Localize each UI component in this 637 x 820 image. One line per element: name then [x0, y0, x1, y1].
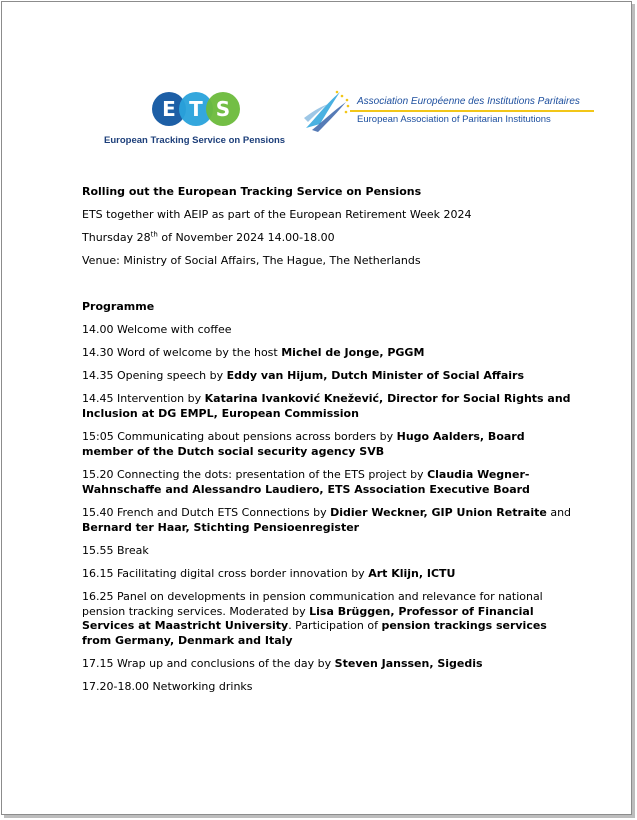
- aeip-bird-icon: [302, 88, 352, 134]
- programme-item: 15.40 French and Dutch ETS Connections by Didier Weckner, GIP Union Retraite and Bernard ter Haar, Stichting Pensioenregister: [82, 506, 572, 534]
- document-page: [1, 1, 632, 815]
- aeip-name-french: Association Européenne des Institutions Paritaires: [357, 96, 580, 107]
- programme-item: 14.00 Welcome with coffee: [82, 323, 232, 336]
- programme-item: 17.20-18.00 Networking drinks: [82, 680, 253, 693]
- programme-item: 15:05 Communicating about pensions across borders by Hugo Aalders, Board member of the Dutch social security agency SVB: [82, 430, 525, 458]
- programme-item: 16.25 Panel on developments in pension communication and relevance for national pension tracking services. Moderated by Lisa Brüggen, Professor of Financial Services at Maastricht University. Participation of pension trackings services from Germany, Denmark and Italy: [82, 590, 547, 647]
- programme-item: 14.30 Word of welcome by the host Michel de Jonge, PGGM: [82, 346, 425, 359]
- ets-circle-e: E: [152, 92, 186, 126]
- ets-logo-circles: [152, 90, 244, 130]
- ets-logo: [102, 90, 302, 150]
- programme-item: 14.45 Intervention by Katarina Ivanković Knežević, Director for Social Rights and Inclusion at DG EMPL, European Commission: [82, 392, 571, 420]
- document-title: Rolling out the European Tracking Service on Pensions: [82, 185, 422, 198]
- aeip-name-english: European Association of Paritarian Institutions: [357, 114, 551, 125]
- programme-item: 15.55 Break: [82, 544, 149, 557]
- aeip-logo: [302, 88, 602, 138]
- event-date: Thursday 28th of November 2024 14.00-18.00: [82, 230, 335, 244]
- programme-item: 15.20 Connecting the dots: presentation of the ETS project by Claudia Wegner-Wahnschaffe and Alessandro Laudiero, ETS Association Executive Board: [82, 468, 530, 496]
- programme-item: 17.15 Wrap up and conclusions of the day by Steven Janssen, Sigedis: [82, 657, 483, 670]
- ets-tagline: European Tracking Service on Pensions: [104, 135, 286, 146]
- document-subtitle: ETS together with AEIP as part of the European Retirement Week 2024: [82, 208, 472, 221]
- programme-heading: Programme: [82, 300, 155, 313]
- aeip-divider-line: [350, 110, 594, 112]
- ets-circle-s: S: [206, 92, 240, 126]
- programme-item: 14.35 Opening speech by Eddy van Hijum, Dutch Minister of Social Affairs: [82, 369, 525, 382]
- event-venue: Venue: Ministry of Social Affairs, The Hague, The Netherlands: [82, 254, 421, 267]
- ets-circle-t: T: [179, 92, 213, 126]
- programme-item: 16.15 Facilitating digital cross border innovation by Art Klijn, ICTU: [82, 567, 456, 580]
